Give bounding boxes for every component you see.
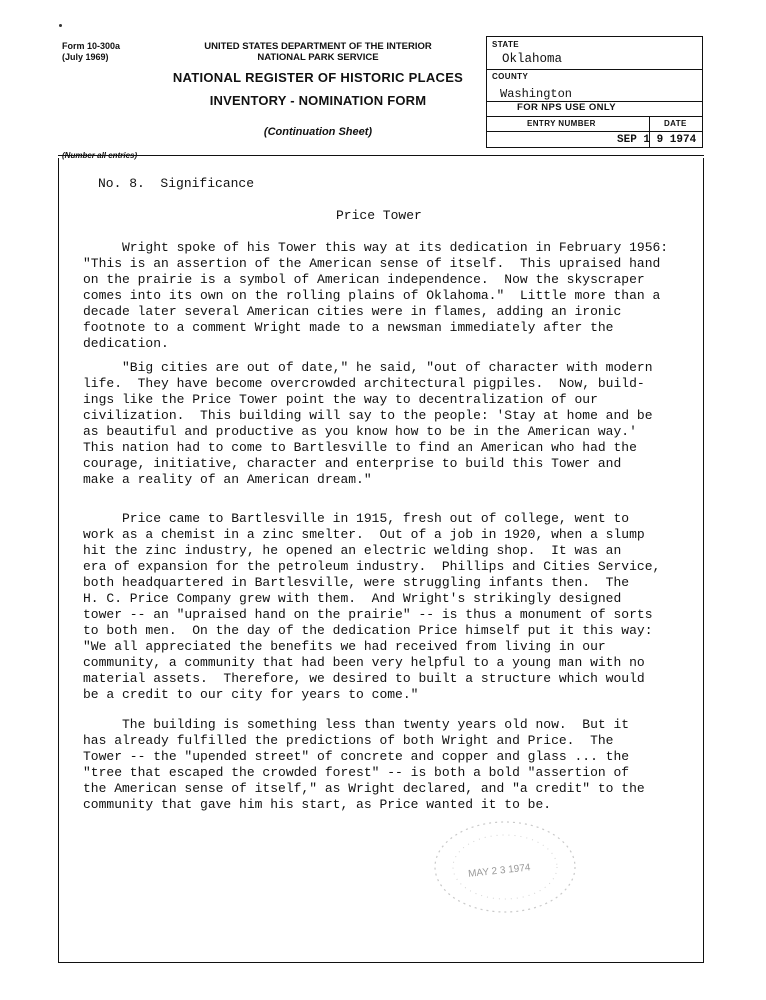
paragraph: Wright spoke of his Tower this way at its dedication in February 1956: "This is an assertion of the American sense of itself. This upraised hand on the prairie is a symbol of American independence. Now the skyscraper comes into its own on the rolling plains of Oklahoma." Little more than a decade later several American cities were in flames, adding an ironic footnote to a comment Wright made to a newsman immediately after the dedication. [83, 240, 669, 351]
paragraph: Price came to Bartlesville in 1915, fresh out of college, went to work as a chemist in a zinc smelter. Out of a job in 1920, when a slump hit the zinc industry, he opened an electric welding shop. It was an era of expansion for the petroleum industry. Phillips and Cities Service, both headquartered in Bartlesville, were struggling infants then. The H. C. Price Company grew with them. And Wright's strikingly designed tower -- an "upraised hand on the prairie" -- is thus a monument of sorts to both men. On the day of the dedication Price himself put it this way: "We all appreciated the benefits we had received from living in our community, a community that had been very helpful to a young man with no material assets. Therefore, we desired to built a structure which would be a credit to our city for years to come." [83, 511, 661, 702]
register-title: NATIONAL REGISTER OF HISTORIC PLACES [172, 70, 464, 85]
number-entries-note: (Number all entries) [62, 151, 138, 160]
property-title: Price Tower [336, 208, 422, 223]
form-identifier [62, 41, 120, 63]
county-label: COUNTY [492, 72, 529, 81]
paragraph: "Big cities are out of date," he said, "out of character with modern life. They have become overcrowded architectural pigpiles. Now, build- ings like the Price Tower point the way to decentralization of our civilization. This building will say to the people: 'Stay at home and be as beautiful and productive as you know how to be in the American way.' This nation had to come to Bartlesville to find an American who had the courage, initiative, character and enterprise to build this Tower and make a reality of an American dream." [83, 360, 653, 487]
department-name: UNITED STATES DEPARTMENT OF THE INTERIOR [204, 41, 432, 52]
date-label: DATE [664, 119, 687, 128]
stamp-date-text: MAY 2 3 1974 [467, 862, 531, 880]
divider [487, 131, 702, 132]
divider [487, 116, 702, 117]
scan-mark [59, 24, 62, 27]
frame-top-rule [58, 155, 704, 156]
divider [487, 69, 702, 70]
form-title: INVENTORY - NOMINATION FORM [209, 93, 427, 108]
entry-number-label: ENTRY NUMBER [527, 119, 596, 128]
continuation-label: (Continuation Sheet) [263, 126, 373, 138]
stamp-graphic [420, 815, 590, 925]
form-date: (July 1969) [62, 52, 109, 62]
county-value: Washington [500, 87, 573, 101]
nps-use-label: FOR NPS USE ONLY [517, 102, 616, 113]
service-name: NATIONAL PARK SERVICE [257, 52, 379, 63]
paragraph: The building is something less than twenty years old now. But it has already fulfilled the predictions of both Wright and Price. The Tower -- the "upended street" of concrete and copper and glass ... the "tree that escaped the crowded forest" -- is both a bold "assertion of the American sense of itself," as Wright declared, and "a credit" to the community that gave him his start, as Price wanted it to be. [83, 717, 645, 812]
state-label: STATE [492, 40, 520, 49]
agency-header [170, 41, 466, 63]
form-number: Form 10-300a [62, 41, 121, 51]
state-value: Oklahoma [502, 52, 563, 66]
section-heading: No. 8. Significance [98, 176, 255, 191]
date-value: SEP 1 9 1974 [617, 134, 697, 146]
received-stamp [420, 815, 590, 925]
state-county-box [486, 36, 703, 148]
